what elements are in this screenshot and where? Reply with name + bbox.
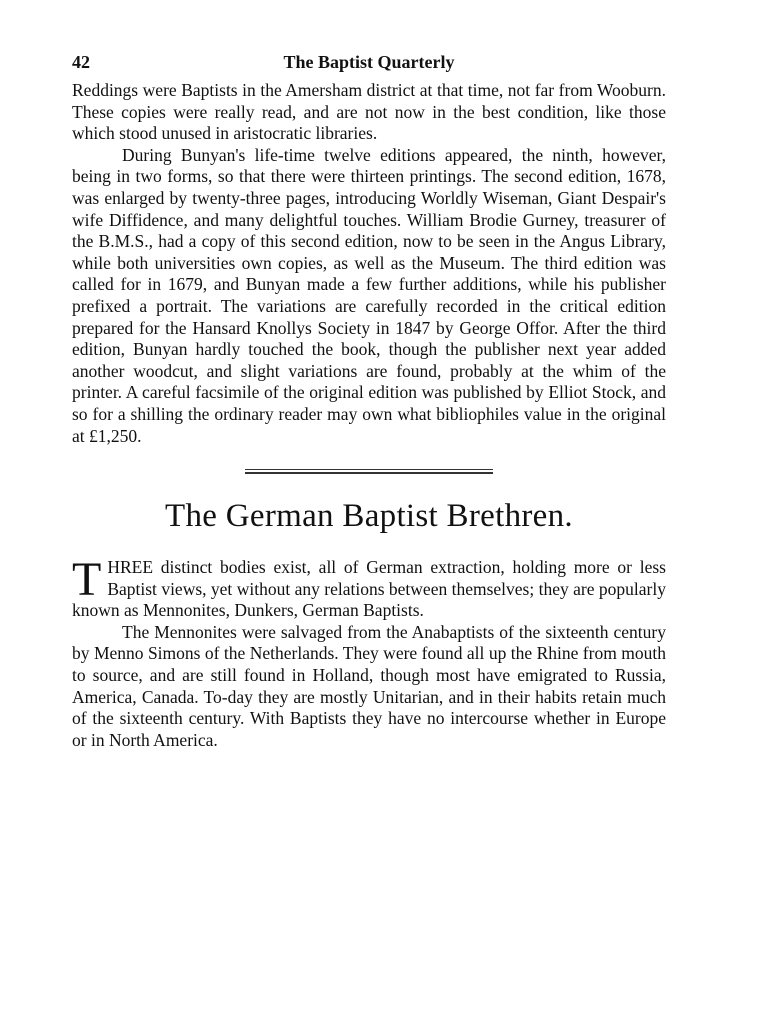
divider-line-top [245,469,493,470]
article1-paragraph-2: During Bunyan's life-time twelve editions appeared, the ninth, however, being in two forms, so that there were thirteen printings. The second edition, 1678, was enlarged by twenty-three pages, introducing Worldly Wiseman, Giant Despair's wife Diffidence, and many delightful touches. William Brodie Gurney, treasurer of the B.M.S., had a copy of this second edition, now to be seen in the Angus Library, while both universities own copies, as well as the Museum. The third edition was called for in 1679, and Bunyan made a few further additions, while his publisher prefixed a portrait. The variations are carefully recorded in the critical edition prepared for the Hansard Knollys Society in 1847 by George Offor. After the third edition, Bunyan hardly touched the book, though the publisher next year added another woodcut, and slight variations are found, probably at the whim of the printer. A careful facsimile of the original edition was published by Elliot Stock, and so for a shilling the ordinary reader may own what bibliophiles value in the original at £1,250. [72,144,666,446]
article1-paragraph-1: Reddings were Baptists in the Amersham district at that time, not far from Wooburn. These copies were really read, and are not now in the best condition, like those which stood unused in aristocratic libraries. [72,80,666,144]
page [72,52,666,751]
journal-title: The Baptist Quarterly [283,52,455,72]
article2-paragraph-2: The Mennonites were salvaged from the Anabaptists of the sixteenth century by Menno Simons of the Netherlands. They were found all up the Rhine from mouth to source, and are still found in Holland, though most have emigrated to Russia, America, Canada. To-day they are mostly Unitarian, and in their habits retain much of the sixteenth century. With Baptists they have no intercourse whether in Europe or in North America. [72,621,666,750]
running-head [72,52,666,80]
drop-cap: T [72,553,102,607]
article-title: The German Baptist Brethren. [165,498,573,535]
page-number: 42 [72,52,90,72]
section-divider [245,469,493,474]
divider-line-bottom [245,472,493,474]
article2-paragraph-1-text: HREE distinct bodies exist, all of German extraction, holding more or less Baptist views, yet without any relations between themselves; they are popularly known as Mennonites, Dunkers, German Baptists. [72,557,666,621]
article2-paragraph-1 [72,553,666,622]
